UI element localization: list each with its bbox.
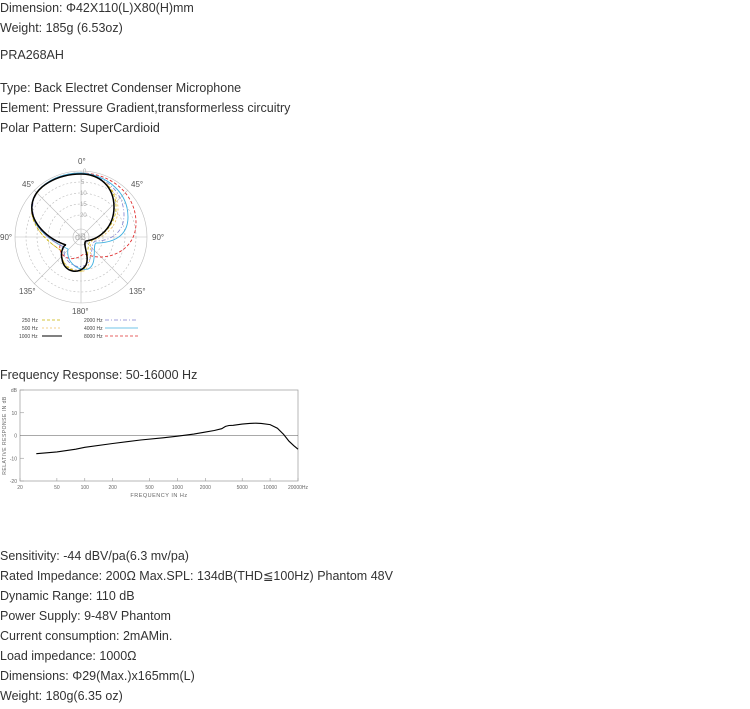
weight-2-text: Weight: 180g(6.35 oz) [0, 689, 123, 703]
x-tick-label: 100 [80, 485, 89, 491]
angle-label-90-left: 90° [0, 233, 13, 242]
frequency-response-chart [0, 383, 320, 503]
x-tick-label: 20000Hz [287, 485, 309, 491]
dimensions-text: Dimensions: Φ29(Max.)x165mm(L) [0, 669, 195, 683]
weight-text: Weight: 185g (6.53oz) [0, 21, 123, 35]
ring-label: 10 [80, 191, 87, 197]
polar-pattern-text: Polar Pattern: SuperCardioid [0, 121, 160, 135]
polar-pattern-chart [0, 153, 175, 343]
y-tick-label: -10 [9, 456, 17, 463]
x-tick-label: 50 [54, 485, 60, 491]
x-tick-label: 20 [17, 485, 23, 491]
ring-label: 20 [80, 213, 87, 219]
y-tick-label: dB [10, 388, 17, 394]
y-tick-label: 0 [14, 433, 17, 440]
x-tick-label: 5000 [236, 485, 248, 491]
polar-curve-250hz [32, 174, 116, 271]
sensitivity-text: Sensitivity: -44 dBV/pa(6.3 mv/pa) [0, 549, 189, 563]
y-tick-label: -20 [9, 479, 17, 485]
angle-label-45-right: 45° [131, 180, 144, 189]
ring-label: 0 [83, 169, 87, 175]
element-text: Element: Pressure Gradient,transformerless circuitry [0, 101, 291, 115]
y-tick-label: 10 [11, 410, 17, 417]
angle-label-135-left: 135° [19, 287, 36, 296]
ring-label: 5 [81, 180, 85, 186]
legend-label-1000hz: 1000 Hz [19, 334, 38, 340]
x-tick-label: 1000 [171, 485, 184, 491]
response-line [36, 423, 298, 454]
load-impedance-text: Load impedance: 1000Ω [0, 649, 137, 663]
legend-label-2000hz: 2000 Hz [84, 318, 103, 324]
x-axis-label: FREQUENCY IN Hz [130, 493, 188, 499]
legend-label-250hz: 250 Hz [22, 318, 38, 324]
impedance-text: Rated Impedance: 200Ω Max.SPL: 134dB(THD≦100Hz) Phantom 48V [0, 569, 393, 583]
legend-label-500hz: 500 Hz [22, 326, 38, 332]
x-tick-label: 500 [145, 485, 154, 491]
x-tick-label: 10000 [263, 485, 278, 491]
dynamic-range-text: Dynamic Range: 110 dB [0, 589, 135, 603]
ring-label: dB [75, 232, 87, 242]
angle-label-135-right: 135° [129, 287, 146, 296]
x-tick-label: 2000 [199, 485, 211, 491]
angle-label-180: 180° [72, 307, 89, 316]
angle-label-0: 0° [78, 157, 86, 166]
angle-label-90-right: 90° [152, 233, 165, 242]
current-consumption-text: Current consumption: 2mAMin. [0, 629, 173, 643]
ring-label: 15 [80, 202, 87, 208]
legend-label-4000hz: 4000 Hz [84, 326, 103, 332]
polar-curve-4000hz [32, 173, 128, 269]
power-supply-text: Power Supply: 9-48V Phantom [0, 609, 171, 623]
type-text: Type: Back Electret Condenser Microphone [0, 81, 242, 95]
y-axis-label: RELATIVE RESPONSE IN dB [2, 396, 8, 475]
model-name: PRA268AH [0, 48, 64, 62]
x-tick-label: 200 [108, 485, 117, 491]
dimension-text: Dimension: Φ42X110(L)X80(H)mm [0, 1, 194, 15]
angle-label-45-left: 45° [22, 180, 35, 189]
frequency-response-heading: Frequency Response: 50-16000 Hz [0, 368, 198, 382]
legend-label-8000hz: 8000 Hz [84, 334, 103, 340]
